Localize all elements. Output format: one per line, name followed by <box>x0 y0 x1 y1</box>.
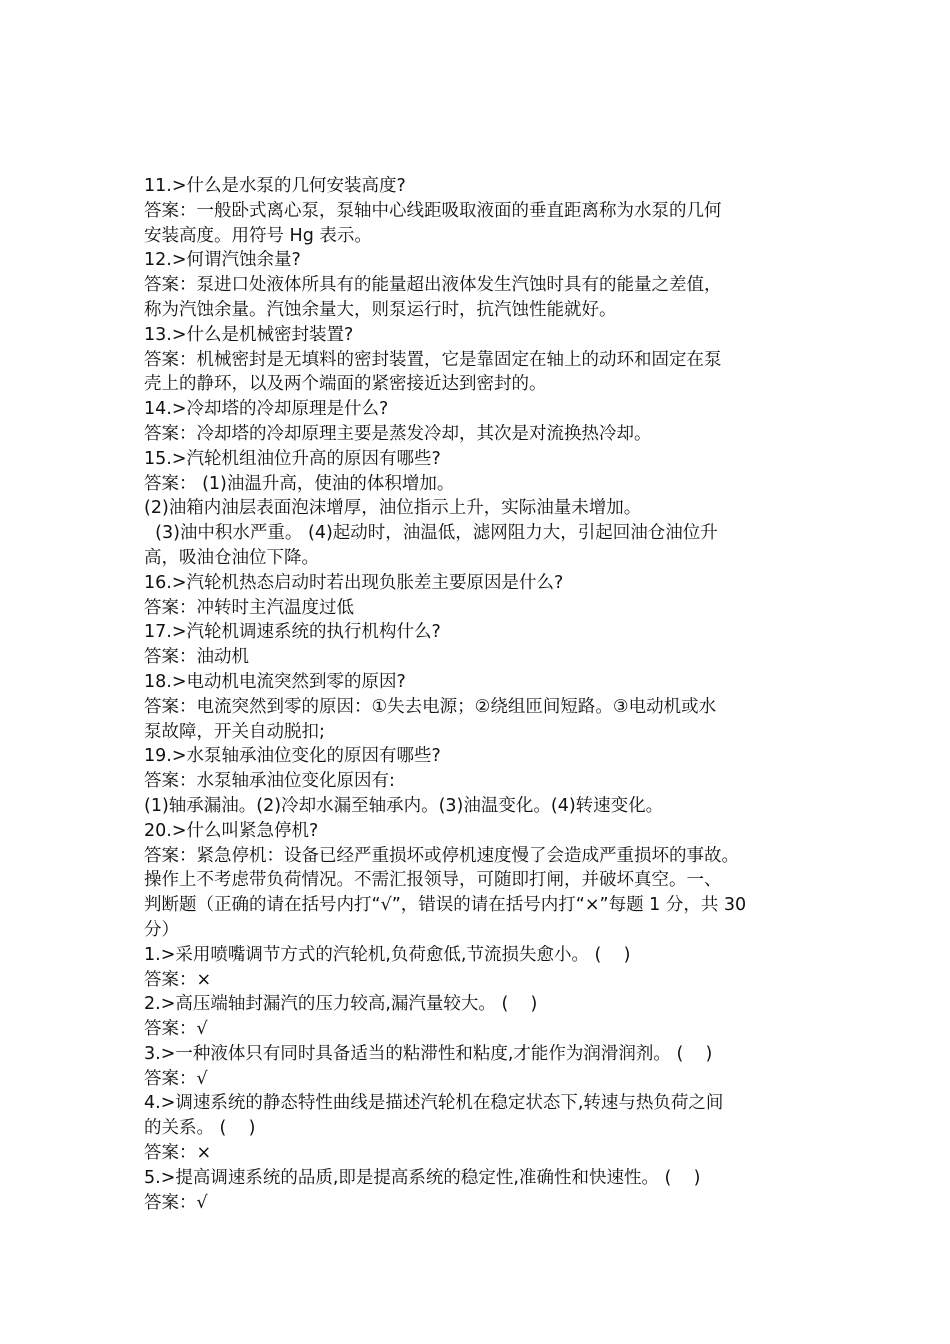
answer-line: 答案：泵进口处液体所具有的能量超出液体发生汽蚀时具有的能量之差值， <box>144 275 722 296</box>
answer-line: 答案： (1)油温升高，使油的体积增加。 <box>144 473 455 494</box>
answer-line: 答案：× <box>144 1143 212 1164</box>
answer-12 <box>144 273 824 323</box>
question-20 <box>144 819 824 844</box>
answer-line: 高，吸油仓油位下降。 <box>144 547 319 568</box>
answer-line: 答案：冷却塔的冷却原理主要是蒸发冷却，其次是对流换热冷却。 <box>144 423 652 444</box>
question-text: 13.>什么是机械密封装置? <box>144 324 354 345</box>
question-text: 19.>水泵轴承油位变化的原因有哪些? <box>144 746 441 767</box>
question-13 <box>144 323 824 348</box>
question-15 <box>144 447 824 472</box>
judgment-answer-1 <box>144 968 824 993</box>
question-text: 2.>高压端轴封漏汽的压力较高,漏汽量较大。 ( ) <box>144 994 538 1015</box>
question-line: 的关系。 ( ) <box>144 1118 256 1139</box>
answer-13 <box>144 348 824 398</box>
judgment-answer-3 <box>144 1067 824 1092</box>
judgment-question-3 <box>144 1042 824 1067</box>
answer-line: 答案：一般卧式离心泵，泵轴中心线距吸取液面的垂直距离称为水泵的几何 <box>144 200 722 221</box>
question-19 <box>144 744 824 769</box>
question-text: 17.>汽轮机调速系统的执行机构什么? <box>144 622 441 643</box>
answer-line: 答案：√ <box>144 1192 208 1213</box>
judgment-question-4 <box>144 1091 824 1141</box>
question-text: 11.>什么是水泵的几何安装高度? <box>144 176 406 196</box>
question-18 <box>144 670 824 695</box>
answer-20 <box>144 844 824 943</box>
question-12 <box>144 248 824 273</box>
answer-line: 答案：电流突然到零的原因：①失去电源；②绕组匝间短路。③电动机或水 <box>144 696 717 717</box>
judgment-question-2 <box>144 992 824 1017</box>
answer-14 <box>144 422 824 447</box>
answer-line: 泵故障，开关自动脱扣; <box>144 721 325 742</box>
answer-line: 答案：水泵轴承油位变化原因有: <box>144 771 395 792</box>
answer-line: (2)油箱内油层表面泡沫增厚，油位指示上升，实际油量未增加。 <box>144 498 642 519</box>
question-text: 3.>一种液体只有同时具备适当的粘滞性和粘度,才能作为润滑润剂。 ( ) <box>144 1043 713 1064</box>
question-14 <box>144 397 824 422</box>
answer-line: 安装高度。用符号 Hg 表示。 <box>144 225 372 246</box>
answer-line: (3)油中积水严重。 (4)起动时，油温低，滤网阻力大，引起回油仓油位升 <box>144 523 718 544</box>
question-text: 5.>提高调速系统的品质,即是提高系统的稳定性,准确性和快速性。 ( ) <box>144 1167 701 1188</box>
judgment-question-1 <box>144 943 824 968</box>
question-text: 1.>采用喷嘴调节方式的汽轮机,负荷愈低,节流损失愈小。 ( ) <box>144 944 631 965</box>
answer-15 <box>144 472 824 571</box>
answer-16 <box>144 596 824 621</box>
question-11 <box>144 174 824 199</box>
question-text: 18.>电动机电流突然到零的原因? <box>144 671 406 692</box>
question-text: 12.>何谓汽蚀余量? <box>144 250 301 271</box>
question-line: 4.>调速系统的静态特性曲线是描述汽轮机在稳定状态下,转速与热负荷之间 <box>144 1093 724 1114</box>
judgment-question-5 <box>144 1166 824 1191</box>
question-text: 14.>冷却塔的冷却原理是什么? <box>144 399 389 420</box>
answer-17 <box>144 645 824 670</box>
question-text: 20.>什么叫紧急停机? <box>144 820 319 841</box>
answer-line: 判断题（正确的请在括号内打“√”，错误的请在括号内打“×”每题 1 分，共 30 <box>144 895 747 916</box>
answer-line: 答案：冲转时主汽温度过低 <box>144 597 354 618</box>
answer-line: 操作上不考虑带负荷情况。不需汇报领导，可随即打闸，并破坏真空。一、 <box>144 870 722 891</box>
answer-18 <box>144 695 824 745</box>
answer-line: 答案：紧急停机：设备已经严重损坏或停机速度慢了会造成严重损坏的事故。 <box>144 845 739 866</box>
answer-line: 答案：√ <box>144 1068 208 1089</box>
answer-19 <box>144 769 824 819</box>
question-text: 16.>汽轮机热态启动时若出现负胀差主要原因是什么? <box>144 572 564 593</box>
answer-line: 答案：√ <box>144 1019 208 1040</box>
document-body <box>144 174 824 1215</box>
answer-11 <box>144 199 824 249</box>
answer-line: 答案：油动机 <box>144 647 249 668</box>
question-16 <box>144 571 824 596</box>
answer-line: (1)轴承漏油。(2)冷却水漏至轴承内。(3)油温变化。(4)转速变化。 <box>144 795 664 816</box>
answer-line: 答案：× <box>144 969 212 990</box>
judgment-answer-5 <box>144 1191 824 1216</box>
question-17 <box>144 620 824 645</box>
answer-line: 答案：机械密封是无填料的密封装置，它是靠固定在轴上的动环和固定在泵 <box>144 349 722 370</box>
answer-line: 称为汽蚀余量。汽蚀余量大，则泵运行时，抗汽蚀性能就好。 <box>144 299 617 320</box>
answer-line: 分） <box>144 919 179 940</box>
question-text: 15.>汽轮机组油位升高的原因有哪些? <box>144 448 441 469</box>
answer-line: 壳上的静环，以及两个端面的紧密接近达到密封的。 <box>144 374 547 395</box>
judgment-answer-4 <box>144 1141 824 1166</box>
judgment-answer-2 <box>144 1017 824 1042</box>
